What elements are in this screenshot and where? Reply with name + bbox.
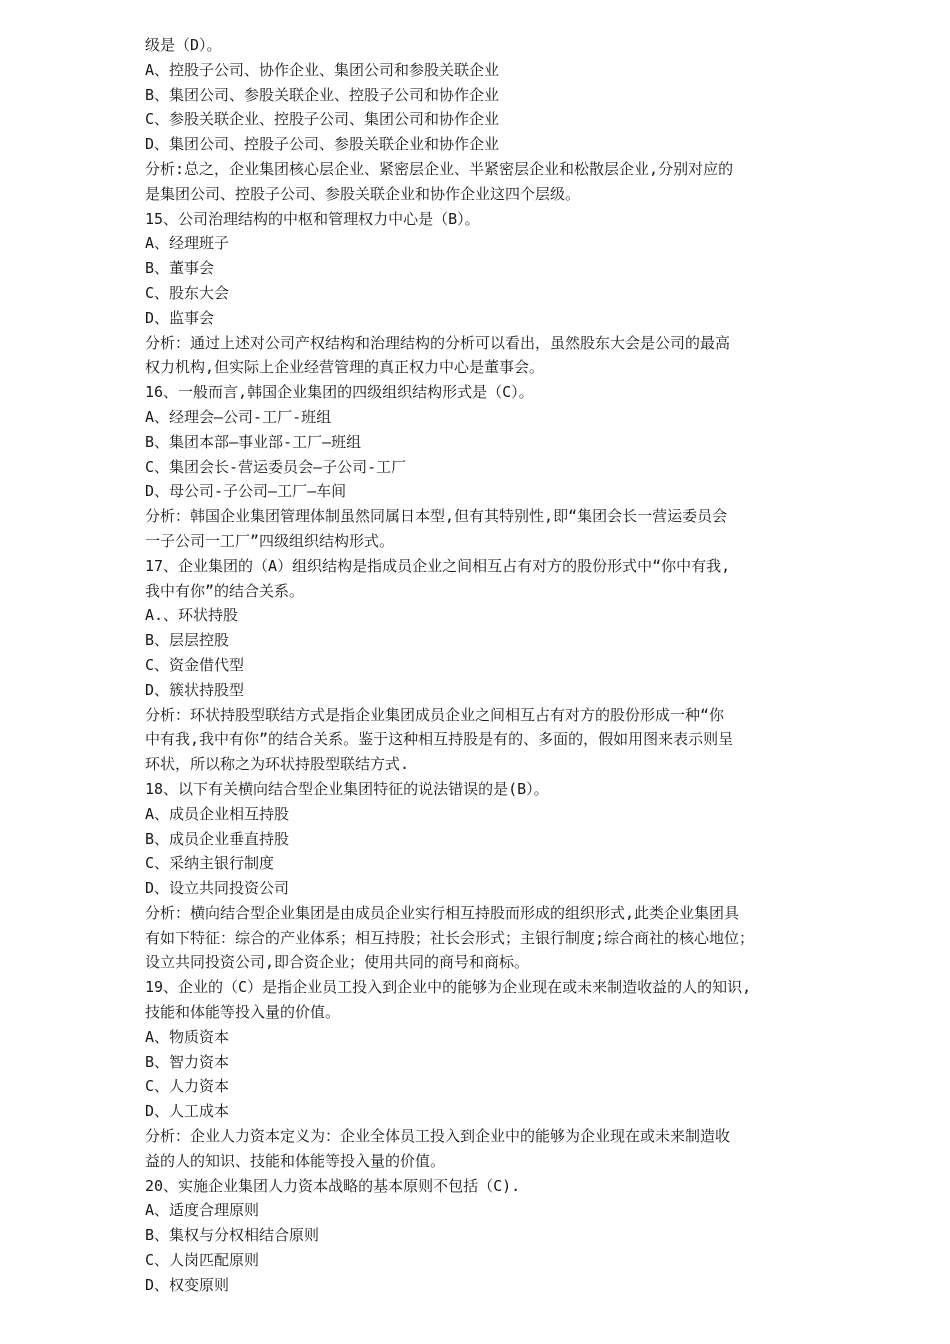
- text-line: D、监事会: [145, 308, 215, 327]
- text-line: 16、一般而言,韩国企业集团的四级组织结构形式是（C）。: [145, 383, 534, 402]
- text-line: 分析:总之，企业集团核心层企业、紧密层企业、半紧密层企业和松散层企业,分别对应的: [145, 159, 734, 178]
- text-line: D、簇状持股型: [145, 680, 245, 699]
- text-line: 权力机构,但实际上企业经营管理的真正权力中心是董事会。: [145, 358, 545, 377]
- text-line: D、人工成本: [145, 1102, 230, 1121]
- text-line: 设立共同投资公司,即合资企业；使用共同的商号和商标。: [145, 953, 530, 972]
- text-line: 级是（D）。: [145, 36, 222, 54]
- text-line: 环状，所以称之为环状持股型联结方式.: [145, 755, 410, 774]
- text-line: 17、企业集团的（A）组织结构是指成员企业之间相互占有对方的股份形式中“你中有我,: [145, 556, 731, 575]
- text-line: B、董事会: [145, 259, 215, 278]
- text-line: 分析：通过上述对公司产权结构和治理结构的分析可以看出，虽然股东大会是公司的最高: [145, 333, 731, 352]
- text-line: 18、以下有关横向结合型企业集团特征的说法错误的是(B）。: [145, 779, 549, 798]
- text-line: 益的人的知识、技能和体能等投入量的价值。: [145, 1151, 446, 1170]
- text-line: C、采纳主银行制度: [145, 854, 275, 873]
- text-line: C、人力资本: [145, 1077, 230, 1096]
- text-line: A.、环状持股: [145, 606, 239, 625]
- text-line: 一子公司一工厂”四级组织结构形式。: [145, 531, 395, 550]
- text-line: B、成员企业垂直持股: [145, 829, 290, 848]
- document-body: [145, 33, 817, 1298]
- text-line: A、经理会—公司-工厂-班组: [145, 407, 332, 426]
- text-line: D、权变原则: [145, 1275, 230, 1294]
- text-line: 是集团公司、控股子公司、参股关联企业和协作企业这四个层级。: [145, 184, 581, 203]
- text-line: 分析：环状持股型联结方式是指企业集团成员企业之间相互占有对方的股份形成一种“你: [145, 705, 725, 724]
- text-line: D、设立共同投资公司: [145, 879, 290, 898]
- text-line: 分析：横向结合型企业集团是由成员企业实行相互持股而形成的组织形式,此类企业集团具: [145, 903, 740, 922]
- text-line: C、人岗匹配原则: [145, 1251, 260, 1270]
- text-line: B、集权与分权相结合原则: [145, 1226, 320, 1245]
- text-line: C、参股关联企业、控股子公司、集团公司和协作企业: [145, 110, 500, 129]
- text-line: 技能和体能等投入量的价值。: [145, 1003, 341, 1022]
- text-line: A、适度合理原则: [145, 1201, 260, 1220]
- text-line: 15、公司治理结构的中枢和管理权力中心是（B）。: [145, 209, 480, 228]
- text-line: C、股东大会: [145, 283, 230, 302]
- text-line: B、层层控股: [145, 631, 230, 650]
- text-line: B、集团本部—事业部-工厂—班组: [145, 432, 362, 451]
- text-line: A、经理班子: [145, 234, 230, 253]
- text-line: D、母公司-子公司—工厂—车间: [145, 482, 347, 501]
- text-line: B、智力资本: [145, 1052, 230, 1071]
- text-line: D、集团公司、控股子公司、参股关联企业和协作企业: [145, 135, 500, 154]
- text-line: 分析：韩国企业集团管理体制虽然同属日本型,但有其特别性,即“集团会长一营运委员会: [145, 507, 728, 526]
- text-line: A、物质资本: [145, 1027, 230, 1046]
- text-line: A、成员企业相互持股: [145, 804, 290, 823]
- text-line: 20、实施企业集团人力资本战略的基本原则不包括（C).: [145, 1176, 521, 1195]
- text-line: 中有我,我中有你”的结合关系。鉴于这种相互持股是有的、多面的，假如用图来表示则呈: [145, 730, 734, 749]
- text-line: 有如下特征：综合的产业体系；相互持股；社长会形式；主银行制度;综合商社的核心地位；: [145, 928, 755, 947]
- text-line: 我中有你”的结合关系。: [145, 581, 305, 600]
- text-line: 19、企业的（C）是指企业员工投入到企业中的能够为企业现在或未来制造收益的人的知识,: [145, 978, 752, 997]
- text-line: C、资金借代型: [145, 655, 245, 674]
- text-line: 分析：企业人力资本定义为：企业全体员工投入到企业中的能够为企业现在或未来制造收: [145, 1127, 731, 1146]
- text-line: C、集团会长-营运委员会—子公司-工厂: [145, 457, 407, 476]
- text-line: A、控股子公司、协作企业、集团公司和参股关联企业: [145, 60, 500, 79]
- text-line: B、集团公司、参股关联企业、控股子公司和协作企业: [145, 85, 500, 104]
